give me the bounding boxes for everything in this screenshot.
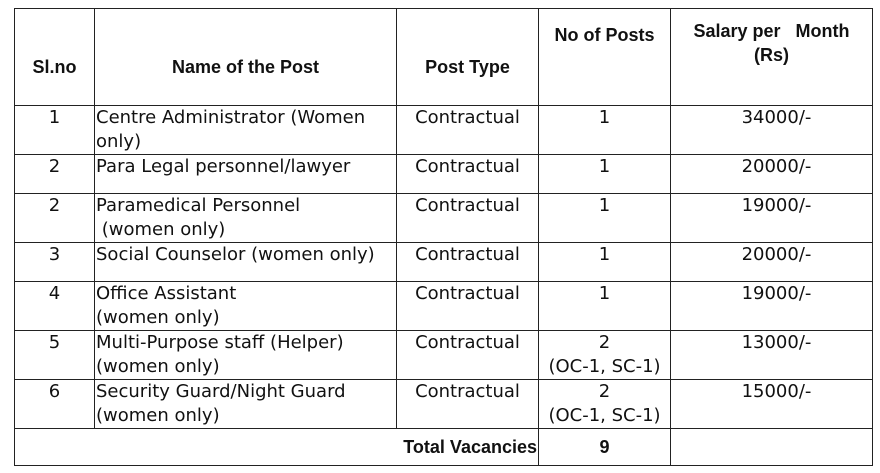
cell-no-of-posts [539, 282, 671, 331]
cell-sl-no: 6 [15, 380, 95, 429]
header-post-type: Post Type [397, 9, 539, 106]
cell-post-name [95, 282, 397, 331]
cell-salary: 34000/- [671, 106, 873, 155]
table-row [15, 155, 873, 194]
posts-count: 1 [598, 195, 611, 216]
posts-breakdown: (OC-1, SC-1) [548, 356, 661, 377]
header-salary [671, 9, 873, 106]
header-row [15, 9, 873, 106]
header-salary-line2: (Rs) [754, 45, 789, 65]
cell-salary: 15000/- [671, 380, 873, 429]
cell-post-type: Contractual [397, 243, 539, 282]
header-salary-line1: Salary per Month [693, 21, 850, 41]
cell-salary: 20000/- [671, 155, 873, 194]
cell-post-type: Contractual [397, 380, 539, 429]
table-row [15, 331, 873, 380]
cell-post-name [95, 331, 397, 380]
posts-count: 2 [598, 332, 611, 353]
cell-post-type: Contractual [397, 106, 539, 155]
cell-no-of-posts [539, 243, 671, 282]
table-row [15, 243, 873, 282]
posts-count: 1 [598, 107, 611, 128]
vacancy-table [14, 8, 873, 466]
cell-no-of-posts [539, 155, 671, 194]
cell-salary: 19000/- [671, 282, 873, 331]
post-name-line: (women only) [96, 405, 220, 426]
posts-count: 1 [598, 244, 611, 265]
posts-count: 1 [598, 283, 611, 304]
post-name-line: Social Counselor (women only) [96, 244, 375, 265]
cell-post-type: Contractual [397, 155, 539, 194]
cell-sl-no: 3 [15, 243, 95, 282]
cell-post-name [95, 243, 397, 282]
post-name-line: Office Assistant [96, 283, 237, 304]
cell-sl-no: 4 [15, 282, 95, 331]
cell-salary: 19000/- [671, 194, 873, 243]
cell-sl-no: 2 [15, 194, 95, 243]
table-row [15, 380, 873, 429]
table-row [15, 282, 873, 331]
header-no-of-posts: No of Posts [539, 9, 671, 106]
post-name-line: Security Guard/Night Guard [96, 381, 346, 402]
cell-post-type: Contractual [397, 282, 539, 331]
vacancy-table-wrapper [14, 8, 873, 466]
cell-post-name [95, 194, 397, 243]
cell-no-of-posts [539, 194, 671, 243]
cell-post-name [95, 155, 397, 194]
cell-salary: 13000/- [671, 331, 873, 380]
cell-sl-no: 2 [15, 155, 95, 194]
total-vacancies-label: Total Vacancies [15, 429, 539, 466]
posts-breakdown: (OC-1, SC-1) [548, 405, 661, 426]
cell-sl-no: 5 [15, 331, 95, 380]
header-post-name: Name of the Post [95, 9, 397, 106]
post-name-line: Multi-Purpose staff (Helper) [96, 332, 344, 353]
cell-post-type: Contractual [397, 331, 539, 380]
post-name-line: only) [96, 131, 142, 152]
header-sl-no: Sl.no [15, 9, 95, 106]
post-name-line: Centre Administrator (Women [96, 107, 366, 128]
cell-salary: 20000/- [671, 243, 873, 282]
total-empty-cell [671, 429, 873, 466]
post-name-line: (women only) [96, 219, 226, 240]
cell-post-name [95, 106, 397, 155]
post-name-line: (women only) [96, 307, 220, 328]
total-row [15, 429, 873, 466]
cell-post-type: Contractual [397, 194, 539, 243]
cell-sl-no: 1 [15, 106, 95, 155]
cell-post-name [95, 380, 397, 429]
total-vacancies-value: 9 [539, 429, 671, 466]
table-row [15, 106, 873, 155]
cell-no-of-posts [539, 106, 671, 155]
posts-count: 1 [598, 156, 611, 177]
post-name-line: Paramedical Personnel [96, 195, 301, 216]
cell-no-of-posts [539, 331, 671, 380]
post-name-line: Para Legal personnel/lawyer [96, 156, 351, 177]
table-row [15, 194, 873, 243]
post-name-line: (women only) [96, 356, 220, 377]
cell-no-of-posts [539, 380, 671, 429]
posts-count: 2 [598, 381, 611, 402]
